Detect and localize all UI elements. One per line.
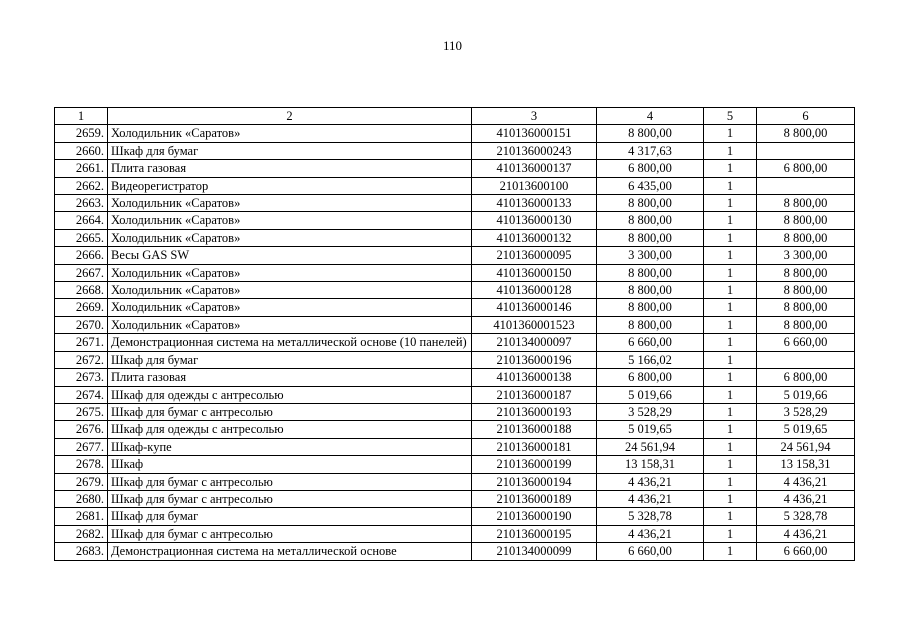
quantity-cell: 1 bbox=[704, 473, 757, 490]
table-row bbox=[55, 282, 855, 299]
unit-price-cell: 8 800,00 bbox=[597, 299, 704, 316]
row-number-cell: 2673. bbox=[55, 369, 108, 386]
item-name-cell: Демонстрационная система на металлической основе bbox=[108, 543, 472, 560]
item-name-cell: Холодильник «Саратов» bbox=[108, 195, 472, 212]
item-name-cell: Шкаф для бумаг с антресолью bbox=[108, 525, 472, 542]
row-number-cell: 2674. bbox=[55, 386, 108, 403]
table-row bbox=[55, 473, 855, 490]
inventory-code-cell: 210136000193 bbox=[472, 403, 597, 420]
unit-price-cell: 4 317,63 bbox=[597, 142, 704, 159]
row-number-cell: 2677. bbox=[55, 438, 108, 455]
total-value-cell bbox=[757, 177, 855, 194]
item-name-cell: Видеорегистратор bbox=[108, 177, 472, 194]
inventory-code-cell: 210136000199 bbox=[472, 456, 597, 473]
table-row bbox=[55, 543, 855, 560]
row-number-cell: 2667. bbox=[55, 264, 108, 281]
quantity-cell: 1 bbox=[704, 508, 757, 525]
row-number-cell: 2670. bbox=[55, 316, 108, 333]
row-number-cell: 2680. bbox=[55, 490, 108, 507]
item-name-cell: Шкаф для бумаг с антресолью bbox=[108, 473, 472, 490]
column-header-1: 1 bbox=[55, 108, 108, 125]
row-number-cell: 2661. bbox=[55, 160, 108, 177]
row-number-cell: 2662. bbox=[55, 177, 108, 194]
quantity-cell: 1 bbox=[704, 490, 757, 507]
unit-price-cell: 4 436,21 bbox=[597, 490, 704, 507]
item-name-cell: Демонстрационная система на металлической основе (10 панелей) bbox=[108, 334, 472, 351]
unit-price-cell: 8 800,00 bbox=[597, 229, 704, 246]
total-value-cell: 8 800,00 bbox=[757, 316, 855, 333]
quantity-cell: 1 bbox=[704, 142, 757, 159]
item-name-cell: Шкаф для бумаг bbox=[108, 142, 472, 159]
row-number-cell: 2659. bbox=[55, 125, 108, 142]
quantity-cell: 1 bbox=[704, 334, 757, 351]
inventory-code-cell: 210134000099 bbox=[472, 543, 597, 560]
inventory-code-cell: 410136000151 bbox=[472, 125, 597, 142]
unit-price-cell: 4 436,21 bbox=[597, 525, 704, 542]
total-value-cell bbox=[757, 351, 855, 368]
quantity-cell: 1 bbox=[704, 316, 757, 333]
table-row bbox=[55, 508, 855, 525]
total-value-cell: 8 800,00 bbox=[757, 195, 855, 212]
quantity-cell: 1 bbox=[704, 369, 757, 386]
inventory-code-cell: 21013600100 bbox=[472, 177, 597, 194]
item-name-cell: Шкаф для бумаг bbox=[108, 351, 472, 368]
total-value-cell: 3 300,00 bbox=[757, 247, 855, 264]
item-name-cell: Холодильник «Саратов» bbox=[108, 299, 472, 316]
inventory-code-cell: 410136000146 bbox=[472, 299, 597, 316]
column-header-4: 4 bbox=[597, 108, 704, 125]
unit-price-cell: 8 800,00 bbox=[597, 282, 704, 299]
row-number-cell: 2671. bbox=[55, 334, 108, 351]
inventory-code-cell: 410136000133 bbox=[472, 195, 597, 212]
inventory-code-cell: 210136000189 bbox=[472, 490, 597, 507]
unit-price-cell: 8 800,00 bbox=[597, 212, 704, 229]
unit-price-cell: 8 800,00 bbox=[597, 195, 704, 212]
inventory-code-cell: 210136000194 bbox=[472, 473, 597, 490]
inventory-code-cell: 210136000188 bbox=[472, 421, 597, 438]
inventory-code-cell: 210136000243 bbox=[472, 142, 597, 159]
quantity-cell: 1 bbox=[704, 229, 757, 246]
row-number-cell: 2664. bbox=[55, 212, 108, 229]
unit-price-cell: 24 561,94 bbox=[597, 438, 704, 455]
item-name-cell: Шкаф для одежды с антресолью bbox=[108, 386, 472, 403]
total-value-cell: 13 158,31 bbox=[757, 456, 855, 473]
total-value-cell: 8 800,00 bbox=[757, 264, 855, 281]
total-value-cell: 5 019,65 bbox=[757, 421, 855, 438]
unit-price-cell: 13 158,31 bbox=[597, 456, 704, 473]
total-value-cell: 3 528,29 bbox=[757, 403, 855, 420]
table-row bbox=[55, 195, 855, 212]
column-header-6: 6 bbox=[757, 108, 855, 125]
table-row bbox=[55, 264, 855, 281]
row-number-cell: 2666. bbox=[55, 247, 108, 264]
total-value-cell: 4 436,21 bbox=[757, 490, 855, 507]
inventory-code-cell: 4101360001523 bbox=[472, 316, 597, 333]
page-number: 110 bbox=[442, 38, 463, 53]
table-row bbox=[55, 160, 855, 177]
quantity-cell: 1 bbox=[704, 282, 757, 299]
inventory-code-cell: 210136000181 bbox=[472, 438, 597, 455]
item-name-cell: Холодильник «Саратов» bbox=[108, 264, 472, 281]
unit-price-cell: 8 800,00 bbox=[597, 264, 704, 281]
item-name-cell: Шкаф для бумаг с антресолью bbox=[108, 490, 472, 507]
column-header-5: 5 bbox=[704, 108, 757, 125]
item-name-cell: Холодильник «Саратов» bbox=[108, 212, 472, 229]
unit-price-cell: 4 436,21 bbox=[597, 473, 704, 490]
row-number-cell: 2665. bbox=[55, 229, 108, 246]
column-header-2: 2 bbox=[108, 108, 472, 125]
table-row bbox=[55, 369, 855, 386]
unit-price-cell: 6 660,00 bbox=[597, 334, 704, 351]
unit-price-cell: 6 800,00 bbox=[597, 369, 704, 386]
unit-price-cell: 6 435,00 bbox=[597, 177, 704, 194]
row-number-cell: 2660. bbox=[55, 142, 108, 159]
quantity-cell: 1 bbox=[704, 525, 757, 542]
quantity-cell: 1 bbox=[704, 403, 757, 420]
row-number-cell: 2675. bbox=[55, 403, 108, 420]
column-header-3: 3 bbox=[472, 108, 597, 125]
total-value-cell: 8 800,00 bbox=[757, 282, 855, 299]
item-name-cell: Шкаф для бумаг с антресолью bbox=[108, 403, 472, 420]
table-row bbox=[55, 229, 855, 246]
inventory-code-cell: 410136000137 bbox=[472, 160, 597, 177]
quantity-cell: 1 bbox=[704, 125, 757, 142]
quantity-cell: 1 bbox=[704, 456, 757, 473]
item-name-cell: Шкаф для бумаг bbox=[108, 508, 472, 525]
item-name-cell: Холодильник «Саратов» bbox=[108, 229, 472, 246]
total-value-cell: 24 561,94 bbox=[757, 438, 855, 455]
unit-price-cell: 6 660,00 bbox=[597, 543, 704, 560]
unit-price-cell: 3 300,00 bbox=[597, 247, 704, 264]
quantity-cell: 1 bbox=[704, 212, 757, 229]
table-row bbox=[55, 299, 855, 316]
quantity-cell: 1 bbox=[704, 351, 757, 368]
unit-price-cell: 5 328,78 bbox=[597, 508, 704, 525]
inventory-table bbox=[54, 107, 855, 561]
total-value-cell: 5 328,78 bbox=[757, 508, 855, 525]
total-value-cell: 8 800,00 bbox=[757, 212, 855, 229]
table-header-row bbox=[55, 108, 855, 125]
quantity-cell: 1 bbox=[704, 299, 757, 316]
quantity-cell: 1 bbox=[704, 177, 757, 194]
table-row bbox=[55, 142, 855, 159]
quantity-cell: 1 bbox=[704, 543, 757, 560]
quantity-cell: 1 bbox=[704, 195, 757, 212]
inventory-code-cell: 410136000150 bbox=[472, 264, 597, 281]
item-name-cell: Шкаф bbox=[108, 456, 472, 473]
item-name-cell: Плита газовая bbox=[108, 369, 472, 386]
total-value-cell: 6 660,00 bbox=[757, 543, 855, 560]
item-name-cell: Весы GAS SW bbox=[108, 247, 472, 264]
inventory-code-cell: 210136000196 bbox=[472, 351, 597, 368]
total-value-cell: 4 436,21 bbox=[757, 473, 855, 490]
inventory-code-cell: 210136000095 bbox=[472, 247, 597, 264]
table-row bbox=[55, 421, 855, 438]
quantity-cell: 1 bbox=[704, 438, 757, 455]
table-row bbox=[55, 403, 855, 420]
total-value-cell: 8 800,00 bbox=[757, 125, 855, 142]
quantity-cell: 1 bbox=[704, 160, 757, 177]
row-number-cell: 2668. bbox=[55, 282, 108, 299]
unit-price-cell: 5 019,65 bbox=[597, 421, 704, 438]
total-value-cell: 6 800,00 bbox=[757, 160, 855, 177]
table-row bbox=[55, 316, 855, 333]
table-row bbox=[55, 386, 855, 403]
inventory-code-cell: 410136000138 bbox=[472, 369, 597, 386]
table-row bbox=[55, 177, 855, 194]
total-value-cell: 6 660,00 bbox=[757, 334, 855, 351]
inventory-code-cell: 210136000190 bbox=[472, 508, 597, 525]
item-name-cell: Холодильник «Саратов» bbox=[108, 282, 472, 299]
row-number-cell: 2669. bbox=[55, 299, 108, 316]
table-row bbox=[55, 247, 855, 264]
item-name-cell: Холодильник «Саратов» bbox=[108, 125, 472, 142]
unit-price-cell: 5 019,66 bbox=[597, 386, 704, 403]
quantity-cell: 1 bbox=[704, 421, 757, 438]
item-name-cell: Плита газовая bbox=[108, 160, 472, 177]
table-row bbox=[55, 490, 855, 507]
table-row bbox=[55, 438, 855, 455]
table-row bbox=[55, 351, 855, 368]
inventory-code-cell: 210136000187 bbox=[472, 386, 597, 403]
table-row bbox=[55, 525, 855, 542]
row-number-cell: 2681. bbox=[55, 508, 108, 525]
inventory-code-cell: 210134000097 bbox=[472, 334, 597, 351]
unit-price-cell: 6 800,00 bbox=[597, 160, 704, 177]
inventory-code-cell: 410136000132 bbox=[472, 229, 597, 246]
total-value-cell: 6 800,00 bbox=[757, 369, 855, 386]
total-value-cell: 8 800,00 bbox=[757, 229, 855, 246]
quantity-cell: 1 bbox=[704, 264, 757, 281]
table-row bbox=[55, 125, 855, 142]
item-name-cell: Холодильник «Саратов» bbox=[108, 316, 472, 333]
unit-price-cell: 5 166,02 bbox=[597, 351, 704, 368]
quantity-cell: 1 bbox=[704, 386, 757, 403]
total-value-cell bbox=[757, 142, 855, 159]
quantity-cell: 1 bbox=[704, 247, 757, 264]
table-row bbox=[55, 334, 855, 351]
inventory-code-cell: 410136000128 bbox=[472, 282, 597, 299]
row-number-cell: 2672. bbox=[55, 351, 108, 368]
total-value-cell: 4 436,21 bbox=[757, 525, 855, 542]
unit-price-cell: 8 800,00 bbox=[597, 316, 704, 333]
row-number-cell: 2679. bbox=[55, 473, 108, 490]
total-value-cell: 5 019,66 bbox=[757, 386, 855, 403]
inventory-code-cell: 410136000130 bbox=[472, 212, 597, 229]
row-number-cell: 2678. bbox=[55, 456, 108, 473]
inventory-code-cell: 210136000195 bbox=[472, 525, 597, 542]
unit-price-cell: 8 800,00 bbox=[597, 125, 704, 142]
item-name-cell: Шкаф для одежды с антресолью bbox=[108, 421, 472, 438]
table-row bbox=[55, 456, 855, 473]
row-number-cell: 2683. bbox=[55, 543, 108, 560]
item-name-cell: Шкаф-купе bbox=[108, 438, 472, 455]
row-number-cell: 2682. bbox=[55, 525, 108, 542]
table-row bbox=[55, 212, 855, 229]
row-number-cell: 2676. bbox=[55, 421, 108, 438]
total-value-cell: 8 800,00 bbox=[757, 299, 855, 316]
row-number-cell: 2663. bbox=[55, 195, 108, 212]
unit-price-cell: 3 528,29 bbox=[597, 403, 704, 420]
